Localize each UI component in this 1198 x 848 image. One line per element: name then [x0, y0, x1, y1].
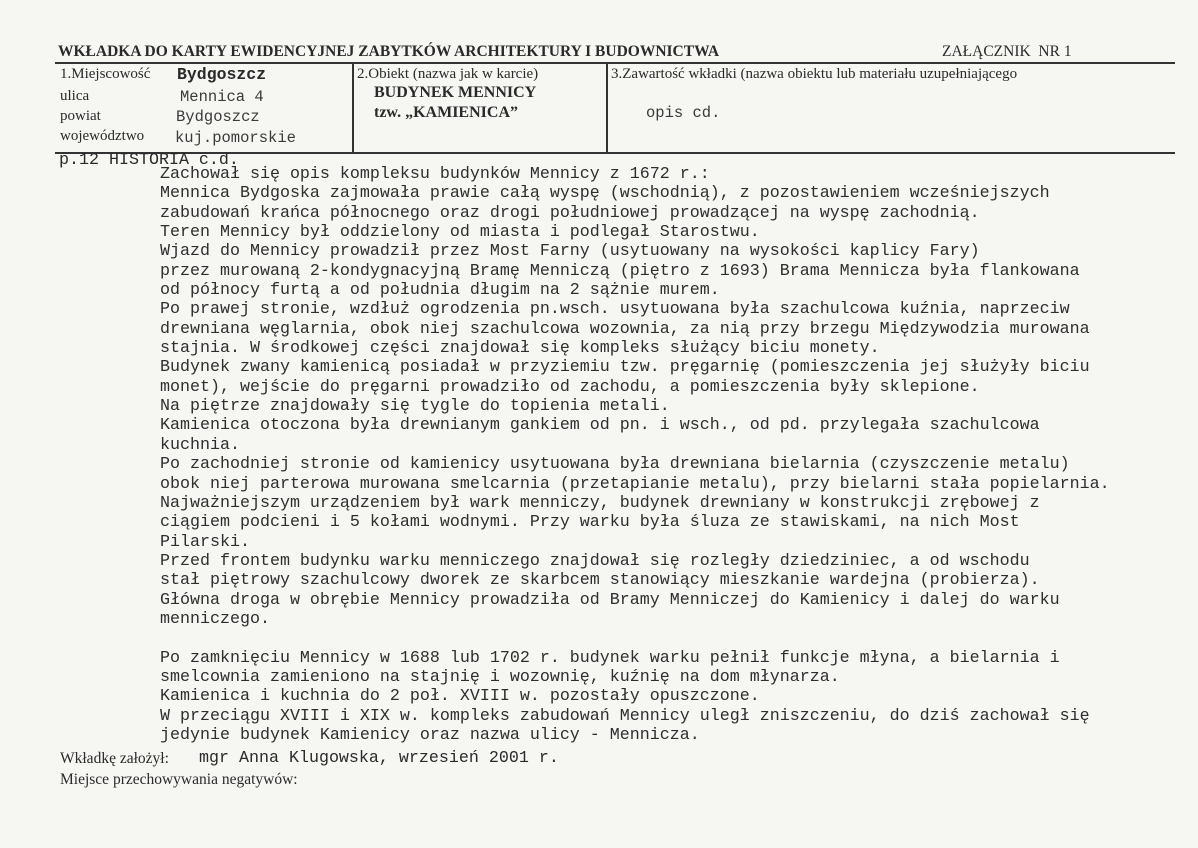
text-line: drewniana węglarnia, obok niej szachulcowa wozownia, za nią przy brzegu Międzywodzia murowana	[160, 319, 1090, 339]
text-line: obok niej parterowa murowana smelcarnia (przetapianie metalu), przy bielarni stała popielarnia.	[160, 474, 1110, 494]
wojewodztwo-label: województwo	[60, 128, 145, 144]
text-line: kuchnia.	[160, 435, 240, 455]
text-line: Mennica Bydgoska zajmowała prawie całą wyspę (wschodnią), z pozostawieniem wcześniejszych	[160, 184, 1050, 204]
miejscowosc-label: 1.Miejscowość	[60, 66, 151, 82]
text-line: ciągiem podcieni i 5 kołami wodnymi. Przy warku była śluza ze stawiskami, na nich Most	[160, 513, 1020, 533]
object-name-line1: BUDYNEK MENNICY	[374, 84, 537, 101]
text-line: smelcownia zamieniono na stajnię i wozownię, kuźnię na dom młynarza.	[160, 667, 840, 687]
miejscowosc-value: Bydgoszcz	[177, 65, 267, 84]
header-top-rule	[55, 62, 1175, 64]
text-line	[160, 629, 1110, 648]
object-name-line2: tzw. „KAMIENICA”	[374, 104, 518, 121]
text-line: Po zachodniej stronie od kamienicy usytuowana była drewniana bielarnia (czyszczenie metalu)	[160, 455, 1070, 475]
powiat-value: Bydgoszcz	[176, 108, 260, 126]
column-divider	[606, 62, 608, 152]
negatives-location-label: Miejsce przechowywania negatywów:	[60, 771, 298, 788]
history-text	[160, 165, 1110, 745]
document-title: WKŁADKA DO KARTY EWIDENCYJNEJ ZABYTKÓW ARCHITEKTURY I BUDOWNICTWA	[58, 43, 720, 60]
text-line: menniczego.	[160, 609, 270, 629]
text-line: Po zamknięciu Mennicy w 1688 lub 1702 r. budynek warku pełnił funkcje młyna, a bielarnia i	[160, 648, 1060, 668]
wojewodztwo-value: kuj.pomorskie	[175, 129, 296, 147]
text-line: Wjazd do Mennicy prowadził przez Most Farny (usytuowany na wysokości kaplicy Fary)	[160, 242, 980, 262]
text-line: przez murowaną 2-kondygnacyjną Bramę Menniczą (piętro z 1693) Brama Mennicza była flankowana	[160, 261, 1080, 281]
author-value: mgr Anna Klugowska, wrzesień 2001 r.	[199, 749, 559, 768]
ulica-label: ulica	[60, 88, 90, 104]
text-line: W przeciągu XVIII i XIX w. kompleks zabudowań Mennicy uległ zniszczeniu, do dziś zachował się	[160, 706, 1090, 726]
text-line: Po prawej stronie, wzdłuż ogrodzenia pn.wsch. usytuowana była szachulcowa kuźnia, naprzeciw	[160, 300, 1070, 320]
content-value: opis cd.	[646, 104, 721, 122]
text-line: Zachował się opis kompleksu budynków Mennicy z 1672 r.:	[160, 165, 710, 184]
text-line: Główna droga w obrębie Mennicy prowadziła od Bramy Menniczej do Kamienicy i dalej do warku	[160, 590, 1060, 610]
author-label: Wkładkę założył:	[60, 750, 169, 767]
object-label: 2.Obiekt (nazwa jak w karcie)	[357, 66, 539, 82]
text-line: stajnia. W środkowej części znajdował się kompleks służący biciu monety.	[160, 339, 880, 359]
text-line: Najważniejszym urządzeniem był wark menniczy, budynek drewniany w konstrukcji zrębowej z	[160, 493, 1040, 513]
text-line: Teren Mennicy był oddzielony od miasta i podlegał Starostwu.	[160, 223, 760, 243]
ulica-value: Mennica 4	[180, 88, 264, 106]
annex-number: ZAŁĄCZNIK NR 1	[942, 43, 1072, 60]
text-line: zabudowań krańca północnego oraz drogi południowej prowadzącej na wyspę zachodnią.	[160, 203, 980, 223]
text-line: Na piętrze znajdowały się tygle do topienia metali.	[160, 397, 670, 417]
powiat-label: powiat	[60, 108, 101, 124]
section-heading: p.12 HISTORIA c.d.	[59, 151, 239, 170]
text-line: stał piętrowy szachulcowy dworek ze skarbcem stanowiący mieszkanie wardejna (probierza).	[160, 571, 1040, 591]
content-label: 3.Zawartość wkładki (nazwa obiektu lub materiału uzupełniającego	[611, 66, 1018, 82]
text-line: monet), wejście do pręgarni prowadziło od zachodu, a pomieszczenia były sklepione.	[160, 377, 980, 397]
text-line: od północy furtą a od południa długim na 2 sążnie murem.	[160, 281, 720, 301]
text-line: Pilarski.	[160, 532, 250, 552]
text-line: Budynek zwany kamienicą posiadał w przyziemiu tzw. pręgarnię (pomieszczenia jej służyły biciu	[160, 358, 1090, 378]
text-line: Przed frontem budynku warku menniczego znajdował się rozległy dziedziniec, a od wschodu	[160, 551, 1030, 571]
text-line: Kamienica otoczona była drewnianym gankiem od pn. i wsch., od pd. przylegała szachulcowa	[160, 416, 1040, 436]
column-divider	[352, 62, 354, 152]
text-line: jedynie budynek Kamienicy oraz nazwa ulicy - Mennicza.	[160, 725, 700, 745]
text-line: Kamienica i kuchnia do 2 poł. XVIII w. pozostały opuszczone.	[160, 687, 760, 707]
